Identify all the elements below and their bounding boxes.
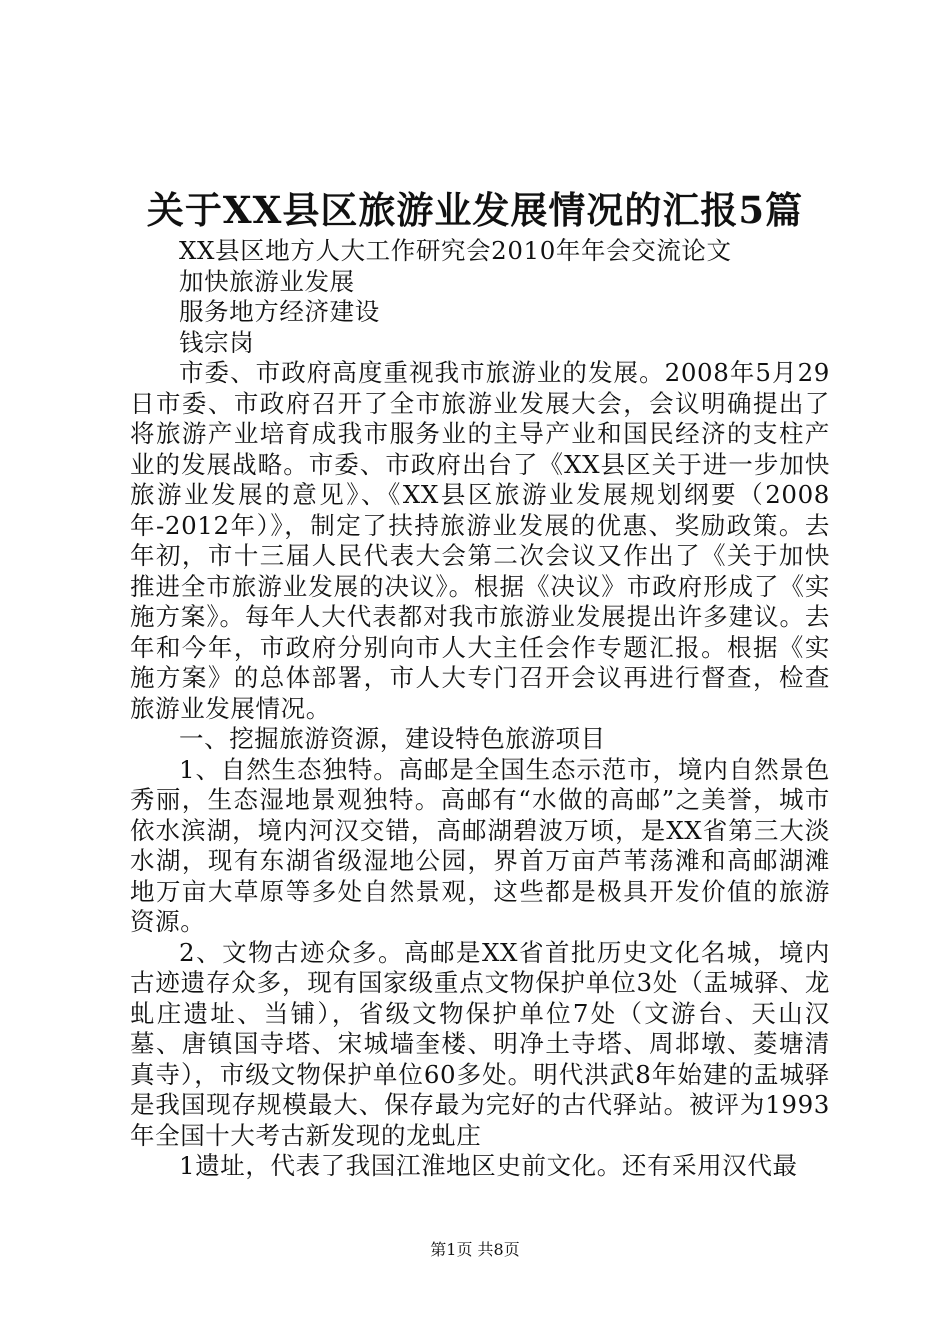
page-footer: 第1页 共8页 — [430, 1240, 520, 1259]
document-body — [130, 236, 830, 1182]
section-heading: 一、挖掘旅游资源，建设特色旅游项目 — [179, 724, 606, 753]
subtitle-line-1: 加快旅游业发展 — [179, 266, 355, 296]
subtitle-conference: XX县区地方人大工作研究会2010年年会交流论文 — [179, 236, 732, 265]
paragraph-cultural-relics: 2、文物古迹众多。高邮是XX省首批历史文化名城，境内古迹遗存众多，现有国家级重点文物保护单位3处（盂城驿、龙虬庄遗址、当铺），省级文物保护单位7处（文游台、天山汉墓、唐镇国寺塔、宋城墙奎楼、明净土寺塔、周邶墩、菱塘清真寺），市级文物保护单位60多处。明代洪武8年始建的盂城驿是我国现存规模最大、保存最为完好的古代驿站。被评为1993年全国十大考古新发现的龙虬庄 — [130, 937, 830, 1150]
paragraph-continued: 1遗址，代表了我国江淮地区史前文化。还有采用汉代最 — [179, 1151, 798, 1180]
author-name: 钱宗岗 — [179, 327, 255, 357]
paragraph-natural-ecology: 1、自然生态独特。高邮是全国生态示范市，境内自然景色秀丽，生态湿地景观独特。高邮有“水做的高邮”之美誉，城市依水滨湖，境内河汉交错，高邮湖碧波万顷，是XX省第三大淡水湖，现有东湖省级湿地公园，界首万亩芦苇荡滩和高邮湖滩地万亩大草原等多处自然景观，这些都是极具开发价值的旅游资源。 — [130, 754, 830, 936]
paragraph-intro: 市委、市政府高度重视我市旅游业的发展。2008年5月29日市委、市政府召开了全市旅游业发展大会，会议明确提出了将旅游产业培育成我市服务业的主导产业和国民经济的支柱产业的发展战略。市委、市政府出台了《XX县区关于进一步加快旅游业发展的意见》、《XX县区旅游业发展规划纲要（2008年-2012年）》，制定了扶持旅游业发展的优惠、奖励政策。去年初，市十三届人民代表大会第二次会议又作出了《关于加快推进全市旅游业发展的决议》。根据《决议》市政府形成了《实施方案》。每年人大代表都对我市旅游业发展提出许多建议。去年和今年，市政府分别向市人大主任会作专题汇报。根据《实施方案》的总体部署，市人大专门召开会议再进行督查，检查旅游业发展情况。 — [130, 358, 830, 723]
subtitle-line-2: 服务地方经济建设 — [179, 297, 380, 326]
document-title: 关于XX县区旅游业发展情况的汇报5篇 — [146, 188, 804, 232]
